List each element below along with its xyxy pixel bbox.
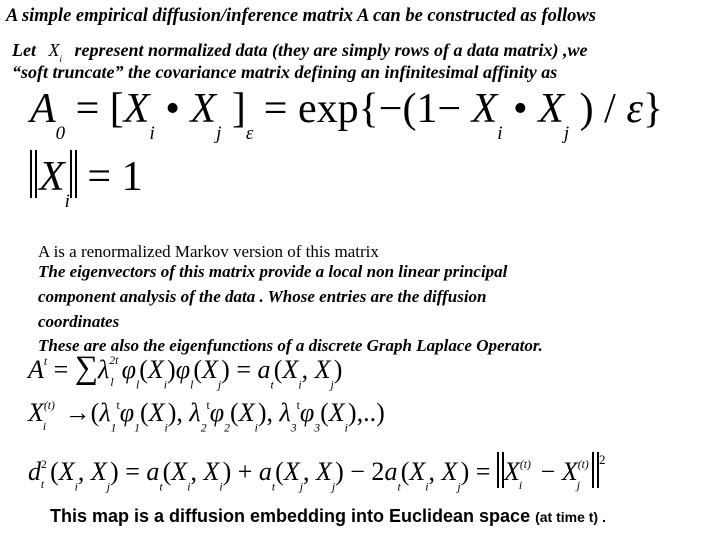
soft-truncate-line: “soft truncate” the covariance matrix defining an infinitesimal affinity as [12, 62, 558, 82]
norm-equation: $X_i = 1$ [30, 150, 143, 212]
let-rest: represent normalized data (they are simply rows of a data matrix) ,we [74, 40, 588, 60]
diffusion-distance-equation: $d^2_t$ ($X_i$, $X_j) = a_t(X_i$, $X_i) + a_t(X_j$, $X_j) - 2a_t(X_i$, $X_j) = X^{(t)}_i - X^{(t)}_j^2$ [28, 452, 606, 494]
markov-line: A is a renormalized Markov version of this matrix [38, 242, 379, 261]
affinity-equation: $A_0 = [X_i$ • $X_j$ ]$_\varepsilon = \exp\{-(1- X_i$ • $X_j$ ) / ε} [30, 86, 664, 144]
embedding-map-equation: $X^{(t)}_i \to(\lambda_1^t\varphi_1(X_i)$, $\lambda_2^t\varphi_2(X_i)$, $\lambda_3^t\varphi_3(X_i)$,..) [28, 398, 385, 435]
footer-main: This map is a diffusion embedding into Euclidean space [50, 506, 536, 526]
laplace-line: These are also the eigenfunctions of a discrete Graph Laplace Operator. [38, 336, 543, 355]
eigen-line-1: The eigenvectors of this matrix provide a local non linear principal [38, 262, 508, 281]
markov-power-equation: $A^t = \sum\lambda^{2t}_l$ $\varphi_l(X_i)\varphi_l(X_j) = a_t(X_i$, $X_j$) [28, 350, 343, 392]
footer-small: (at time t) . [535, 509, 606, 525]
eigen-line-3: coordinates [38, 312, 120, 331]
let-word: Let [12, 40, 36, 60]
let-variable: $X_i$ [48, 40, 63, 64]
footer-line [50, 506, 606, 527]
let-line [12, 40, 588, 64]
eigen-line-2: component analysis of the data . Whose entries are the diffusion [38, 287, 487, 306]
slide-title: A simple empirical diffusion/inference matrix A can be constructed as follows [6, 6, 596, 26]
